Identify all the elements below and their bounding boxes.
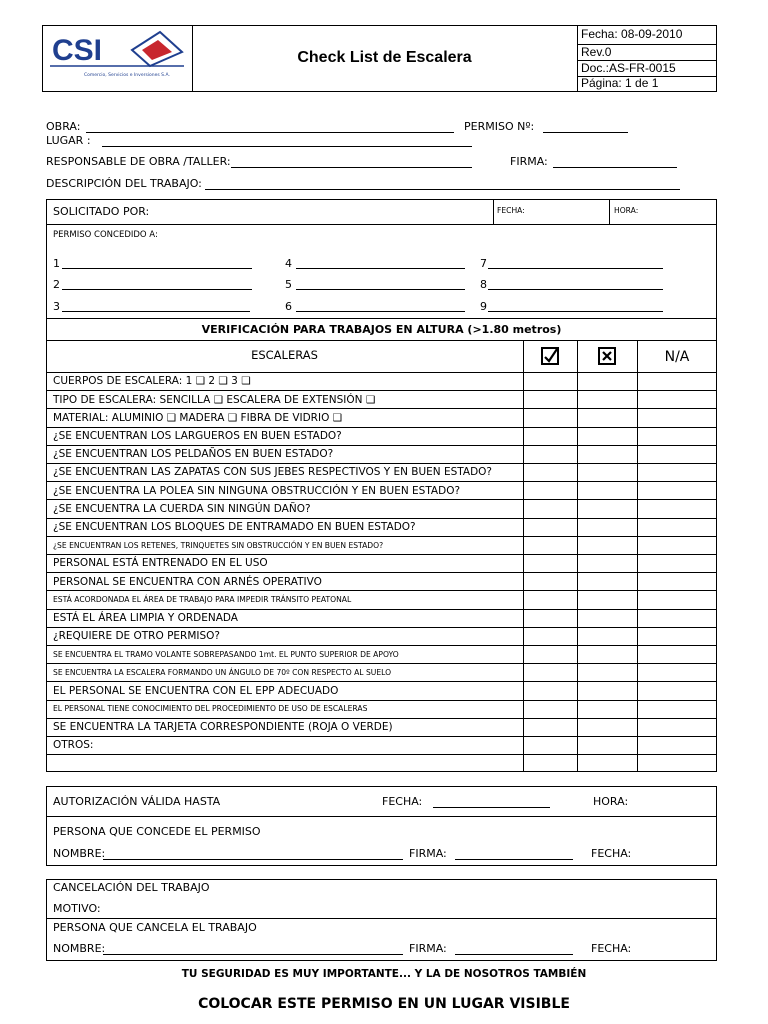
answer-cell-check[interactable] xyxy=(523,609,577,627)
checklist-row-label: EL PERSONAL SE ENCUENTRA CON EL EPP ADECUADO xyxy=(53,684,339,697)
answer-cell-check[interactable] xyxy=(523,645,577,663)
answer-cell-cross[interactable] xyxy=(577,445,637,463)
answer-cell-check[interactable] xyxy=(523,518,577,536)
answer-cell-na[interactable] xyxy=(637,554,717,572)
answer-cell-check[interactable] xyxy=(523,663,577,681)
checklist-row-label: ESTÁ EL ÁREA LIMPIA Y ORDENADA xyxy=(53,612,238,624)
answer-cell-na[interactable] xyxy=(637,408,717,426)
persona-concede-label: PERSONA QUE CONCEDE EL PERMISO xyxy=(53,825,261,838)
answer-cell-cross[interactable] xyxy=(577,536,637,554)
answer-cell-cross[interactable] xyxy=(577,645,637,663)
answer-cell-na[interactable] xyxy=(637,754,717,772)
answer-cell-na[interactable] xyxy=(637,627,717,645)
firma-field[interactable] xyxy=(553,167,677,168)
responsable-label: RESPONSABLE DE OBRA /TALLER: xyxy=(46,155,231,168)
worker-number-6: 6 xyxy=(285,300,292,313)
answer-cell-check[interactable] xyxy=(523,554,577,572)
answer-cell-na[interactable] xyxy=(637,736,717,754)
concede-fecha-label: FECHA: xyxy=(591,847,632,860)
permiso-field[interactable] xyxy=(543,132,628,133)
worker-number-7: 7 xyxy=(480,257,487,270)
permiso-label: PERMISO Nº: xyxy=(464,120,535,133)
checklist-row-label: SE ENCUENTRA EL TRAMO VOLANTE SOBREPASANDO 1mt. EL PUNTO SUPERIOR DE APOYO xyxy=(53,649,399,659)
answer-cell-cross[interactable] xyxy=(577,627,637,645)
answer-cell-check[interactable] xyxy=(523,427,577,445)
answer-cell-check[interactable] xyxy=(523,445,577,463)
autorizacion-hora-label: HORA: xyxy=(593,795,629,808)
worker-number-1: 1 xyxy=(53,257,60,270)
descripcion-field[interactable] xyxy=(205,189,680,190)
checklist-row-label: ESTÁ ACORDONADA EL ÁREA DE TRABAJO PARA IMPEDIR TRÁNSITO PEATONAL xyxy=(53,595,352,605)
descripcion-label: DESCRIPCIÓN DEL TRABAJO: xyxy=(46,177,202,190)
answer-cell-check[interactable] xyxy=(523,718,577,736)
checklist-row-label: CUERPOS DE ESCALERA: 1 ❑ 2 ❑ 3 ❑ xyxy=(53,375,251,388)
cancela-firma-label: FIRMA: xyxy=(409,942,447,955)
check-column-icon xyxy=(541,347,559,365)
answer-cell-cross[interactable] xyxy=(577,408,637,426)
answer-cell-na[interactable] xyxy=(637,463,717,481)
answer-cell-cross[interactable] xyxy=(577,372,637,390)
concede-nombre-label: NOMBRE: xyxy=(53,847,106,860)
worker-number-2: 2 xyxy=(53,278,60,291)
persona-cancela-label: PERSONA QUE CANCELA EL TRABAJO xyxy=(53,921,257,934)
worker-field-5[interactable] xyxy=(296,289,465,290)
solicitado-label: SOLICITADO POR: xyxy=(53,205,150,218)
answer-cell-check[interactable] xyxy=(523,463,577,481)
cancela-fecha-label: FECHA: xyxy=(591,942,632,955)
answer-cell-cross[interactable] xyxy=(577,736,637,754)
answer-cell-na[interactable] xyxy=(637,536,717,554)
answer-cell-cross[interactable] xyxy=(577,390,637,408)
concede-nombre-field[interactable] xyxy=(103,859,403,860)
answer-cell-cross[interactable] xyxy=(577,554,637,572)
checklist-row-label: SE ENCUENTRA LA TARJETA CORRESPONDIENTE (ROJA O VERDE) xyxy=(53,721,393,734)
solicitud-fecha-label: FECHA: xyxy=(497,206,525,215)
checklist-row-label: ¿SE ENCUENTRAN LAS ZAPATAS CON SUS JEBES RESPECTIVOS Y EN BUEN ESTADO? xyxy=(53,466,493,479)
answer-cell-check[interactable] xyxy=(523,536,577,554)
worker-number-3: 3 xyxy=(53,300,60,313)
answer-cell-na[interactable] xyxy=(637,718,717,736)
answer-cell-check[interactable] xyxy=(523,736,577,754)
company-logo xyxy=(50,30,188,88)
answer-cell-check[interactable] xyxy=(523,499,577,517)
checklist-row-label: ¿SE ENCUENTRAN LOS BLOQUES DE ENTRAMADO EN BUEN ESTADO? xyxy=(53,521,416,533)
answer-cell-na[interactable] xyxy=(637,681,717,699)
responsable-field[interactable] xyxy=(231,167,472,168)
lugar-label: LUGAR : xyxy=(46,134,91,147)
answer-cell-cross[interactable] xyxy=(577,663,637,681)
checklist-row-label: ¿REQUIERE DE OTRO PERMISO? xyxy=(53,630,221,643)
cancela-nombre-field[interactable] xyxy=(103,954,403,955)
answer-cell-check[interactable] xyxy=(523,681,577,699)
answer-cell-check[interactable] xyxy=(523,408,577,426)
answer-cell-na[interactable] xyxy=(637,445,717,463)
col-escaleras: ESCALERAS xyxy=(251,348,318,362)
answer-cell-cross[interactable] xyxy=(577,427,637,445)
answer-cell-na[interactable] xyxy=(637,390,717,408)
worker-number-8: 8 xyxy=(480,278,487,291)
answer-cell-check[interactable] xyxy=(523,700,577,718)
answer-cell-cross[interactable] xyxy=(577,700,637,718)
autorizacion-fecha-field[interactable] xyxy=(433,807,550,808)
worker-field-4[interactable] xyxy=(296,268,465,269)
worker-field-3[interactable] xyxy=(62,311,250,312)
checklist-row-label: OTROS: xyxy=(53,739,94,752)
answer-cell-check[interactable] xyxy=(523,572,577,590)
col-na: N/A xyxy=(664,349,690,365)
firma-label: FIRMA: xyxy=(510,155,548,168)
autorizacion-fecha-label: FECHA: xyxy=(382,795,423,808)
doc-code: Doc.:AS-FR-0015 xyxy=(581,61,676,75)
concede-firma-field[interactable] xyxy=(455,859,573,860)
autorizacion-label: AUTORIZACIÓN VÁLIDA HASTA xyxy=(53,795,221,808)
footer-slogan: TU SEGURIDAD ES MUY IMPORTANTE... Y LA DE NOSOTROS TAMBIÉN xyxy=(181,968,587,980)
answer-cell-cross[interactable] xyxy=(577,754,637,772)
checklist-row-label: ¿SE ENCUENTRAN LOS PELDAÑOS EN BUEN ESTADO? xyxy=(53,448,334,461)
worker-field-6[interactable] xyxy=(296,311,465,312)
answer-cell-cross[interactable] xyxy=(577,609,637,627)
answer-cell-na[interactable] xyxy=(637,663,717,681)
answer-cell-na[interactable] xyxy=(637,427,717,445)
answer-cell-cross[interactable] xyxy=(577,499,637,517)
worker-field-2[interactable] xyxy=(62,289,252,290)
obra-label: OBRA: xyxy=(46,120,81,133)
answer-cell-na[interactable] xyxy=(637,499,717,517)
checklist-row-label: ¿SE ENCUENTRA LA CUERDA SIN NINGÚN DAÑO? xyxy=(53,502,311,515)
worker-field-7[interactable] xyxy=(488,268,663,269)
document-title: Check List de Escalera xyxy=(297,49,472,66)
answer-cell-check[interactable] xyxy=(523,481,577,499)
checklist-row-label: PERSONAL SE ENCUENTRA CON ARNÉS OPERATIVO xyxy=(53,575,322,588)
motivo-label: MOTIVO: xyxy=(53,902,101,915)
checklist-row-label: TIPO DE ESCALERA: SENCILLA ❑ ESCALERA DE EXTENSIÓN ❑ xyxy=(53,393,376,406)
cancelacion-label: CANCELACIÓN DEL TRABAJO xyxy=(53,881,210,894)
checklist-row-label: ¿SE ENCUENTRAN LOS LARGUEROS EN BUEN ESTADO? xyxy=(53,430,342,442)
checklist-row-label: ¿SE ENCUENTRA LA POLEA SIN NINGUNA OBSTRUCCIÓN Y EN BUEN ESTADO? xyxy=(53,484,461,497)
answer-cell-cross[interactable] xyxy=(577,572,637,590)
checklist-row-label: MATERIAL: ALUMINIO ❑ MADERA ❑ FIBRA DE VIDRIO ❑ xyxy=(53,411,343,424)
answer-cell-na[interactable] xyxy=(637,700,717,718)
cancela-nombre-label: NOMBRE: xyxy=(53,942,106,955)
worker-number-4: 4 xyxy=(285,257,292,270)
worker-number-9: 9 xyxy=(480,300,487,313)
checklist-row-label: ¿SE ENCUENTRAN LOS RETENES, TRINQUETES SIN OBSTRUCCIÓN Y EN BUEN ESTADO? xyxy=(53,540,384,550)
answer-cell-cross[interactable] xyxy=(577,518,637,536)
checklist-row-label: PERSONAL ESTÁ ENTRENADO EN EL USO xyxy=(53,557,268,570)
doc-revision: Rev.0 xyxy=(581,45,612,59)
answer-cell-cross[interactable] xyxy=(577,590,637,608)
lugar-field[interactable] xyxy=(102,146,472,147)
obra-field[interactable] xyxy=(86,132,454,133)
logo-subtitle: Comercio, Servicios e Inversiones S.A. xyxy=(84,73,170,78)
worker-field-8[interactable] xyxy=(488,289,663,290)
answer-cell-cross[interactable] xyxy=(577,718,637,736)
answer-cell-na[interactable] xyxy=(637,518,717,536)
answer-cell-na[interactable] xyxy=(637,645,717,663)
answer-cell-check[interactable] xyxy=(523,590,577,608)
answer-cell-na[interactable] xyxy=(637,609,717,627)
worker-field-9[interactable] xyxy=(488,311,663,312)
answer-cell-na[interactable] xyxy=(637,481,717,499)
answer-cell-check[interactable] xyxy=(523,627,577,645)
answer-cell-cross[interactable] xyxy=(577,681,637,699)
answer-cell-check[interactable] xyxy=(523,372,577,390)
answer-cell-check[interactable] xyxy=(523,754,577,772)
doc-page: Página: 1 de 1 xyxy=(581,76,659,90)
answer-cell-na[interactable] xyxy=(637,372,717,390)
concede-firma-label: FIRMA: xyxy=(409,847,447,860)
footer-instruction: COLOCAR ESTE PERMISO EN UN LUGAR VISIBLE xyxy=(198,996,570,1012)
answer-cell-na[interactable] xyxy=(637,590,717,608)
answer-cell-cross[interactable] xyxy=(577,481,637,499)
cross-column-icon xyxy=(598,347,616,365)
answer-cell-cross[interactable] xyxy=(577,463,637,481)
solicitud-hora-label: HORA: xyxy=(614,206,639,215)
checklist-row-label: SE ENCUENTRA LA ESCALERA FORMANDO UN ÁNGULO DE 70º CON RESPECTO AL SUELO xyxy=(53,668,392,677)
cancela-firma-field[interactable] xyxy=(455,954,573,955)
verification-heading: VERIFICACIÓN PARA TRABAJOS EN ALTURA (>1.80 metros) xyxy=(201,323,562,336)
logo-wordmark: CSI xyxy=(52,34,103,67)
answer-cell-na[interactable] xyxy=(637,572,717,590)
answer-cell-check[interactable] xyxy=(523,390,577,408)
doc-date: Fecha: 08-09-2010 xyxy=(581,27,683,41)
worker-field-1[interactable] xyxy=(62,268,252,269)
worker-number-5: 5 xyxy=(285,278,292,291)
checklist-row-label: EL PERSONAL TIENE CONOCIMIENTO DEL PROCEDIMIENTO DE USO DE ESCALERAS xyxy=(53,704,368,714)
concedido-label: PERMISO CONCEDIDO A: xyxy=(53,230,158,240)
